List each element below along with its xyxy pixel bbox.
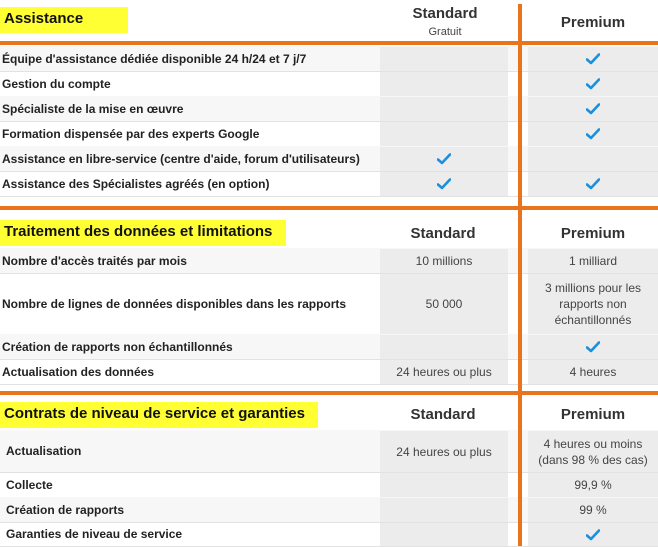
row-label: Nombre d'accès traités par mois	[2, 253, 187, 268]
checkmark-icon	[586, 529, 600, 541]
premium-text: 99 %	[579, 503, 607, 517]
row-label: Équipe d'assistance dédiée disponible 24 h/24 et 7 j/7	[2, 51, 307, 66]
checkmark-icon	[586, 341, 600, 353]
row-label: Assistance des Spécialistes agréés (en option)	[2, 176, 270, 191]
standard-text: 24 heures ou plus	[396, 444, 492, 459]
standard-value	[380, 72, 508, 96]
premium-value	[528, 360, 658, 384]
section1-divider	[0, 41, 658, 45]
row-label: Actualisation	[6, 444, 82, 458]
section-title-assistance: Assistance	[0, 7, 128, 33]
premium-value	[528, 72, 658, 96]
premium-column-header: Premium	[560, 406, 626, 423]
premium-value	[528, 335, 658, 359]
premium-value	[528, 431, 658, 472]
premium-column-header: Premium	[560, 225, 626, 242]
premium-text: 4 heures ou moins (dans 98 % des cas)	[538, 436, 648, 467]
standard-value	[380, 47, 508, 71]
row-label: Spécialiste de la mise en œuvre	[2, 101, 184, 116]
premium-value	[528, 122, 658, 146]
checkmark-icon	[586, 78, 600, 90]
premium-value	[528, 473, 658, 497]
standard-value	[380, 274, 508, 334]
column-separator	[518, 4, 522, 546]
standard-text: 50 000	[425, 297, 463, 311]
standard-value	[380, 335, 508, 359]
premium-value	[528, 172, 658, 196]
checkmark-icon	[586, 103, 600, 115]
row-label: Création de rapports non échantillonnés	[2, 339, 233, 354]
section2-divider-top	[0, 206, 658, 210]
checkmark-icon	[586, 128, 600, 140]
standard-value	[380, 360, 508, 384]
standard-column-header: Standard	[412, 5, 478, 22]
checkmark-icon	[437, 178, 451, 190]
standard-value	[380, 147, 508, 171]
standard-value	[380, 498, 508, 522]
checkmark-icon	[586, 178, 600, 190]
row-label: Actualisation des données	[2, 364, 155, 379]
standard-text: 10 millions	[415, 254, 473, 268]
premium-value	[528, 498, 658, 522]
row-label: Gestion du compte	[2, 76, 111, 91]
standard-value	[380, 473, 508, 497]
standard-value	[380, 172, 508, 196]
premium-value	[528, 147, 658, 171]
row-label: Création de rapports	[6, 502, 125, 517]
checkmark-icon	[437, 153, 451, 165]
premium-column-header: Premium	[560, 14, 626, 31]
premium-text: 3 millions pour les rapports non échantillonnés	[544, 281, 642, 327]
checkmark-icon	[586, 53, 600, 65]
standard-column-header: Standard	[410, 406, 476, 423]
premium-value	[528, 523, 658, 546]
section3-divider-top	[0, 391, 658, 395]
premium-text: 4 heures	[569, 365, 617, 379]
row-divider	[0, 196, 658, 197]
premium-value	[528, 249, 658, 273]
standard-value	[380, 249, 508, 273]
row-label: Garanties de niveau de service	[6, 527, 183, 541]
premium-text: 1 milliard	[568, 254, 617, 268]
standard-value	[380, 97, 508, 121]
standard-value	[380, 431, 508, 472]
premium-value	[528, 274, 658, 334]
row-label: Formation dispensée par des experts Google	[2, 126, 260, 141]
section-title-data-processing: Traitement des données et limitations	[0, 220, 286, 246]
row-label: Collecte	[6, 477, 53, 492]
standard-value	[380, 122, 508, 146]
standard-value	[380, 523, 508, 546]
section-title-sla: Contrats de niveau de service et garanties	[0, 402, 318, 428]
row-label: Nombre de lignes de données disponibles dans les rapports	[2, 296, 347, 311]
standard-text: 24 heures ou plus	[396, 365, 492, 379]
premium-value	[528, 47, 658, 71]
row-label: Assistance en libre-service (centre d'aide, forum d'utilisateurs)	[2, 151, 360, 166]
premium-value	[528, 97, 658, 121]
standard-price-label: Gratuit	[428, 26, 462, 38]
row-divider	[0, 384, 658, 385]
premium-text: 99,9 %	[574, 478, 612, 492]
standard-column-header: Standard	[410, 225, 476, 242]
